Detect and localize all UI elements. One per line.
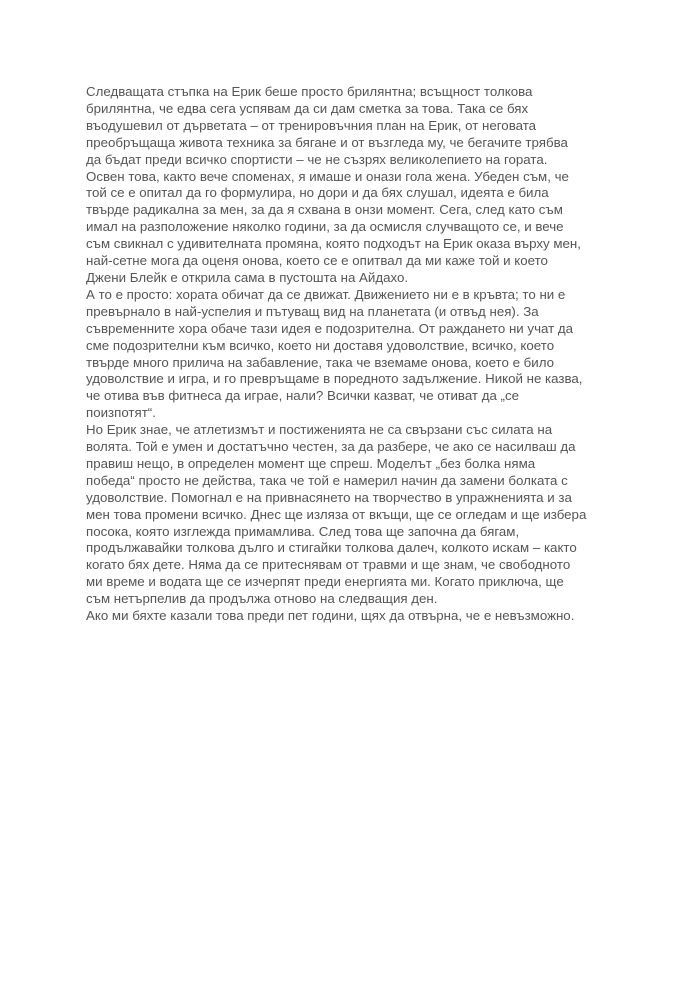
text-line: твърде радикална за мен, за да я схвана в онзи момент. Сега, след като съм [86,202,563,218]
text-line: Но Ерик знае, че атлетизмът и постиженията не са свързани със силата на [86,422,553,438]
text-line: твърде много прилича на забавление, така че вземаме онова, което е било [86,354,555,370]
text-line: ми време и водата ще се изчерпят преди енергията ми. Когато приключа, ще [86,574,564,590]
text-line: превърнало в най-успелия и пътуващ вид на планетата (и отвъд нея). За [86,303,539,319]
text-line: Джени Блейк е открила сама в пустошта на Айдахо. [86,269,409,285]
text-line: Следващата стъпка на Ерик беше просто брилянтна; всъщност толкова [86,84,533,99]
text-line: продължавайки толкова дълго и стигайки толкова далеч, колкото искам – както [86,540,577,556]
text-line: той се е опитал да го формулира, но дори и да бях слушал, идеята е била [86,185,549,201]
text-line: удоволствие и игра, и го превръщаме в поредното задължение. Никой не казва, [86,371,583,387]
text-line: имал на разположение няколко години, за да осмисля случващото се, и вече [86,219,564,235]
text-line: че отива във фитнеса да играе, нали? Всички казват, че отиват да „се [86,388,520,404]
text-line: Освен това, както вече споменах, я имаше и онази гола жена. Убеден съм, че [86,168,569,184]
text-line: съвременните хора обаче тази идея е подозрителна. От раждането ни учат да [86,320,574,336]
text-line: преобръщаща живота техника за бягане и от възгледа му, че бегачите трябва [86,134,568,150]
body-text [86,84,626,625]
text-line: удоволствие. Помогнал е на привнасянето на творчество в упражненията и за [86,489,572,505]
text-line: съм свикнал с удивителната промяна, която подходът на Ерик оказа върху мен, [86,236,581,252]
text-line: най-сетне мога да оценя онова, което се е опитвал да ми каже той и което [86,253,548,269]
text-line: сме подозрителни към всичко, което ни доставя удоволствие, всичко, което [86,337,555,353]
text-line: волята. Той е умен и достатъчно честен, за да разбере, че ако се насилваш да [86,439,576,455]
text-line: поизпотят“. [86,405,156,421]
text-line: въодушевил от дърветата – от тренировъчния план на Ерик, от неговата [86,117,537,133]
text-line: правиш нещо, в определен момент ще спреш. Моделът „без болка няма [86,455,536,471]
text-line: съм нетърпелив да продължа отново на следващия ден. [86,591,438,607]
text-line: мен това промени всичко. Днес ще изляза от вкъщи, ще се огледам и ще избера [86,506,587,522]
text-line: победа“ просто не действа, така че той е намерил начин да замени болката с [86,472,568,488]
text-line: когато бях дете. Няма да се притеснявам от травми и ще знам, че свободното [86,557,571,573]
text-line: брилянтна, че едва сега успявам да си дам сметка за това. Така се бях [86,100,529,116]
text-line: да бъдат преди всичко спортисти – че не съзрях великолепието на гората. [86,151,548,167]
text-line: Ако ми бяхте казали това преди пет години, щях да отвърна, че е невъзможно. [86,608,575,624]
text-line: А то е просто: хората обичат да се движат. Движението ни е в кръвта; то ни е [86,286,566,302]
text-line: посока, която изглежда примамлива. След това ще започна да бягам, [86,523,520,539]
